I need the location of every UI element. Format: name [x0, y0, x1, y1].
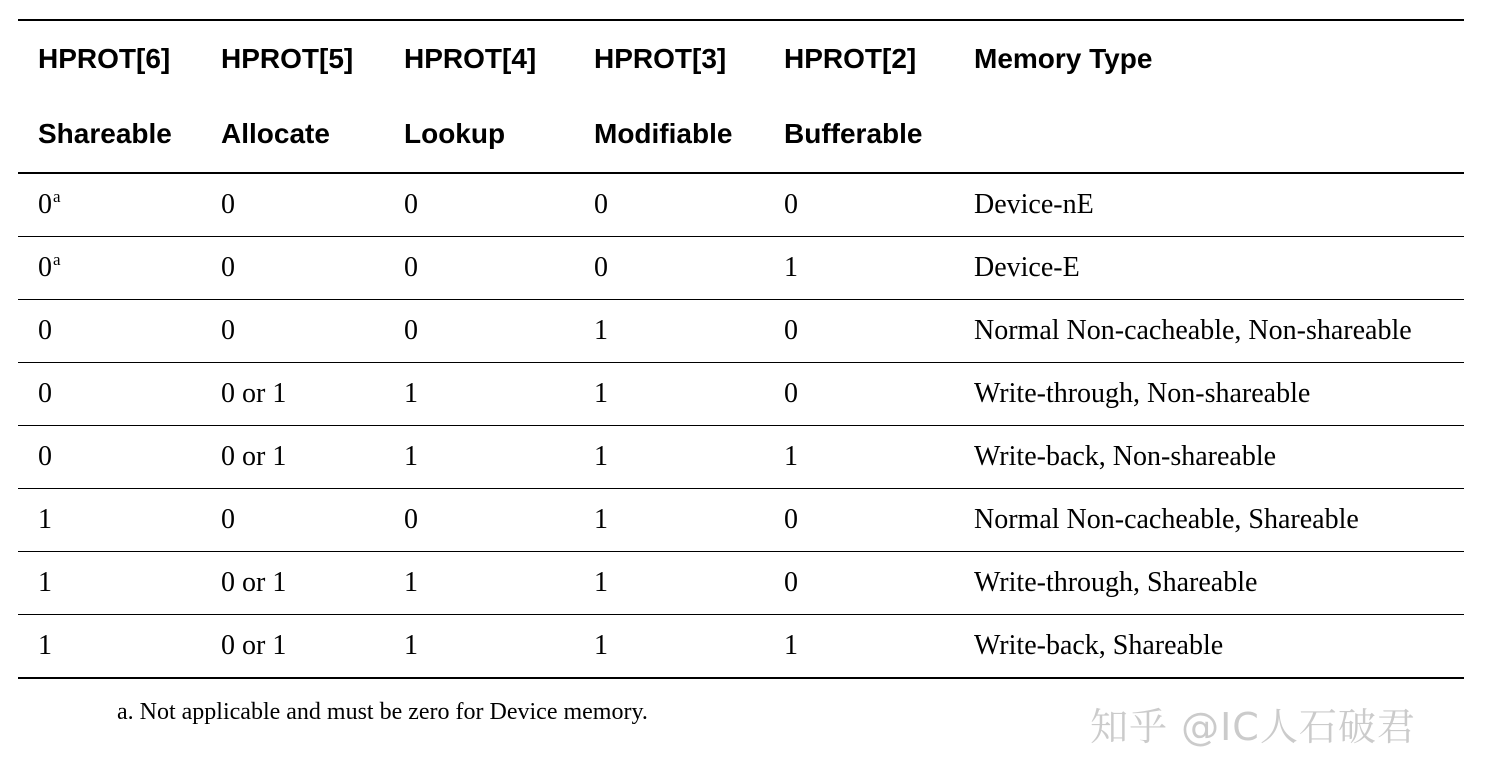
- header-row-signals: [18, 20, 1464, 96]
- cell-lookup: 0: [384, 173, 574, 237]
- cell-shareable-value: 1: [38, 567, 52, 598]
- cell-lookup: 0: [384, 300, 574, 363]
- table-row: [18, 363, 1464, 426]
- cell-shareable: [18, 237, 201, 300]
- cell-bufferable: 1: [764, 426, 954, 489]
- header-lookup: Lookup: [384, 96, 574, 173]
- cell-shareable: [18, 300, 201, 363]
- cell-lookup: 0: [384, 237, 574, 300]
- cell-allocate: 0 or 1: [201, 363, 384, 426]
- cell-memory-type: Normal Non-cacheable, Shareable: [954, 489, 1464, 552]
- header-hprot6: HPROT[6]: [18, 20, 201, 96]
- table-row: [18, 552, 1464, 615]
- cell-shareable: [18, 363, 201, 426]
- cell-modifiable: 1: [574, 426, 764, 489]
- cell-shareable-value: 1: [38, 504, 52, 535]
- header-hprot5: HPROT[5]: [201, 20, 384, 96]
- cell-shareable-value: 0: [38, 252, 52, 283]
- cell-memory-type: Device-E: [954, 237, 1464, 300]
- cell-shareable: [18, 615, 201, 679]
- cell-bufferable: 0: [764, 552, 954, 615]
- header-allocate: Allocate: [201, 96, 384, 173]
- cell-memory-type: Write-through, Non-shareable: [954, 363, 1464, 426]
- header-memory-type: Memory Type: [954, 20, 1464, 96]
- header-row-names: [18, 96, 1464, 173]
- cell-allocate: 0: [201, 173, 384, 237]
- cell-modifiable: 0: [574, 173, 764, 237]
- cell-lookup: 1: [384, 426, 574, 489]
- table-row: [18, 237, 1464, 300]
- cell-modifiable: 1: [574, 489, 764, 552]
- cell-memory-type: Write-through, Shareable: [954, 552, 1464, 615]
- header-empty: [954, 96, 1464, 173]
- cell-lookup: 1: [384, 615, 574, 679]
- table-row: [18, 173, 1464, 237]
- cell-memory-type: Write-back, Shareable: [954, 615, 1464, 679]
- table-row: [18, 615, 1464, 679]
- cell-bufferable: 0: [764, 363, 954, 426]
- cell-modifiable: 0: [574, 237, 764, 300]
- cell-allocate: 0 or 1: [201, 615, 384, 679]
- cell-allocate: 0: [201, 300, 384, 363]
- footnote-marker: a: [53, 187, 61, 206]
- cell-shareable: [18, 489, 201, 552]
- cell-modifiable: 1: [574, 552, 764, 615]
- header-modifiable: Modifiable: [574, 96, 764, 173]
- cell-bufferable: 1: [764, 615, 954, 679]
- table-body: [18, 173, 1464, 678]
- cell-shareable: [18, 426, 201, 489]
- table-row: [18, 426, 1464, 489]
- cell-modifiable: 1: [574, 615, 764, 679]
- header-shareable: Shareable: [18, 96, 201, 173]
- cell-memory-type: Device-nE: [954, 173, 1464, 237]
- watermark: 知乎 @IC人石破君: [1090, 705, 1416, 749]
- table-row: [18, 489, 1464, 552]
- header-bufferable: Bufferable: [764, 96, 954, 173]
- cell-lookup: 0: [384, 489, 574, 552]
- cell-bufferable: 0: [764, 300, 954, 363]
- footnote-marker: a: [53, 250, 61, 269]
- header-hprot4: HPROT[4]: [384, 20, 574, 96]
- memory-type-table-container: [18, 19, 1464, 679]
- table-footnote: a. Not applicable and must be zero for Device memory.: [117, 699, 648, 725]
- cell-shareable: [18, 552, 201, 615]
- memory-type-table: [18, 19, 1464, 679]
- cell-lookup: 1: [384, 363, 574, 426]
- cell-bufferable: 0: [764, 489, 954, 552]
- cell-shareable-value: 0: [38, 378, 52, 409]
- cell-shareable-value: 0: [38, 189, 52, 220]
- cell-bufferable: 1: [764, 237, 954, 300]
- cell-memory-type: Write-back, Non-shareable: [954, 426, 1464, 489]
- header-hprot3: HPROT[3]: [574, 20, 764, 96]
- header-hprot2: HPROT[2]: [764, 20, 954, 96]
- cell-allocate: 0: [201, 489, 384, 552]
- cell-shareable-value: 0: [38, 315, 52, 346]
- cell-allocate: 0: [201, 237, 384, 300]
- cell-shareable-value: 1: [38, 630, 52, 661]
- cell-lookup: 1: [384, 552, 574, 615]
- table-row: [18, 300, 1464, 363]
- cell-allocate: 0 or 1: [201, 426, 384, 489]
- cell-memory-type: Normal Non-cacheable, Non-shareable: [954, 300, 1464, 363]
- cell-shareable: [18, 173, 201, 237]
- cell-bufferable: 0: [764, 173, 954, 237]
- table-header: [18, 20, 1464, 173]
- cell-modifiable: 1: [574, 363, 764, 426]
- cell-modifiable: 1: [574, 300, 764, 363]
- cell-shareable-value: 0: [38, 441, 52, 472]
- cell-allocate: 0 or 1: [201, 552, 384, 615]
